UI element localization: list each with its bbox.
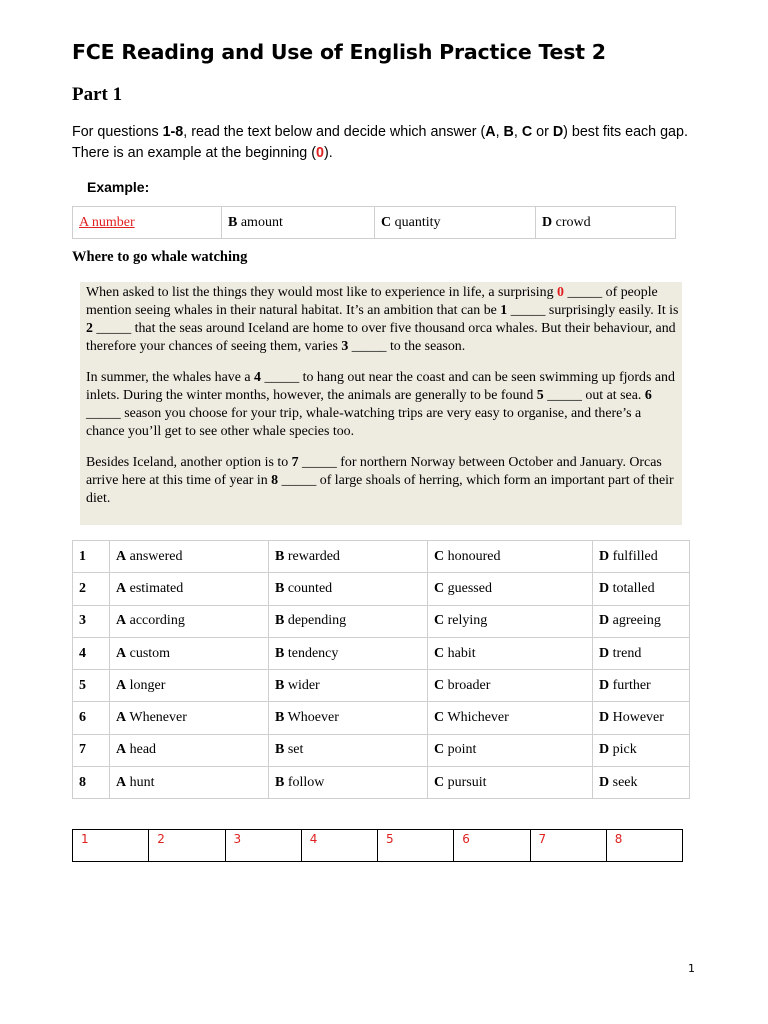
gap-number: 0 [557, 285, 564, 300]
example-option-cell: B amount [222, 207, 375, 239]
option-a-cell: A custom [110, 637, 269, 669]
option-a-cell: A longer [110, 670, 269, 702]
option-a-cell: A according [110, 605, 269, 637]
example-option-cell: D crowd [536, 207, 676, 239]
answer-box[interactable]: 1 [73, 830, 149, 862]
reading-passage [80, 282, 682, 525]
option-b-cell: B Whoever [269, 702, 428, 734]
option-a-cell: A hunt [110, 767, 269, 799]
option-d-cell: D fulfilled [593, 541, 690, 573]
options-table [72, 540, 690, 799]
page-number: 1 [688, 962, 695, 975]
answer-box[interactable]: 6 [454, 830, 530, 862]
document-title: FCE Reading and Use of English Practice Test 2 [72, 40, 606, 64]
option-d-cell: D seek [593, 767, 690, 799]
option-b-cell: B wider [269, 670, 428, 702]
option-d-cell: D trend [593, 637, 690, 669]
option-c-cell: C relying [428, 605, 593, 637]
answer-box[interactable]: 5 [378, 830, 454, 862]
table-row [73, 767, 690, 799]
table-row [73, 207, 676, 239]
gap-number: 2 [86, 321, 93, 336]
option-c-cell: C habit [428, 637, 593, 669]
passage-paragraph: Besides Iceland, another option is to 7 _____ for northern Norway between October and January. Orcas arrive here at this time of year in 8 _____ of large shoals of herring, which form an important part of their diet. [86, 455, 674, 506]
option-d-cell: D totalled [593, 573, 690, 605]
answer-box[interactable]: 4 [301, 830, 377, 862]
answer-box[interactable]: 2 [149, 830, 225, 862]
example-answer-cell: A number [73, 207, 222, 239]
table-row [73, 734, 690, 766]
answer-box[interactable]: 7 [530, 830, 606, 862]
question-number: 6 [73, 702, 110, 734]
answer-grid [72, 829, 683, 862]
option-a-cell: A estimated [110, 573, 269, 605]
option-d-cell: D agreeing [593, 605, 690, 637]
option-d-cell: D However [593, 702, 690, 734]
option-b-cell: B depending [269, 605, 428, 637]
gap-number: 4 [254, 370, 261, 385]
question-number: 4 [73, 637, 110, 669]
table-row [73, 830, 683, 862]
option-b-cell: B follow [269, 767, 428, 799]
passage-paragraph: In summer, the whales have a 4 _____ to hang out near the coast and can be seen swimming up fjords and inlets. During the winter months, however, the animals are generally to be found 5 _____ out at sea. 6 _____ season you choose for your trip, whale-watching trips are very easy to organise, and there’s a chance you’ll get to see other whale species too. [86, 370, 675, 439]
option-a-cell: A head [110, 734, 269, 766]
option-c-cell: C guessed [428, 573, 593, 605]
option-b-cell: B rewarded [269, 541, 428, 573]
question-number: 1 [73, 541, 110, 573]
option-d-cell: D further [593, 670, 690, 702]
option-c-cell: C Whichever [428, 702, 593, 734]
question-number: 7 [73, 734, 110, 766]
example-option-cell: C quantity [375, 207, 536, 239]
option-a-cell: A Whenever [110, 702, 269, 734]
option-c-cell: C broader [428, 670, 593, 702]
answer-box[interactable]: 3 [225, 830, 301, 862]
table-row [73, 702, 690, 734]
table-row [73, 605, 690, 637]
table-row [73, 670, 690, 702]
option-a-cell: A answered [110, 541, 269, 573]
gap-number: 3 [341, 339, 349, 354]
answer-box[interactable]: 8 [606, 830, 682, 862]
option-c-cell: C honoured [428, 541, 593, 573]
gap-number: 6 [644, 388, 652, 403]
table-row [73, 637, 690, 669]
option-c-cell: C point [428, 734, 593, 766]
question-number: 5 [73, 670, 110, 702]
example-table [72, 206, 676, 239]
gap-number: 5 [536, 388, 544, 403]
passage-paragraph: When asked to list the things they would most like to experience in life, a surprising 0 _____ of people mention seeing whales in their natural habitat. It’s an ambition that can be 1 _____ surprisingly easily. It is 2 _____ that the seas around Iceland are home to over five thousand orca whales. But their behaviour, and therefore your chances of seeing them, varies 3 _____ to the season. [86, 285, 679, 354]
gap-number: 7 [291, 455, 299, 470]
gap-number: 8 [271, 473, 279, 488]
question-number: 8 [73, 767, 110, 799]
option-b-cell: B tendency [269, 637, 428, 669]
table-row [73, 541, 690, 573]
option-c-cell: C pursuit [428, 767, 593, 799]
question-number: 2 [73, 573, 110, 605]
section-heading: Where to go whale watching [72, 249, 248, 265]
question-number: 3 [73, 605, 110, 637]
instructions: For questions 1-8, read the text below and decide which answer (A, B, C or D) best fits each gap. There is an example at the beginning (0). [72, 124, 688, 161]
option-d-cell: D pick [593, 734, 690, 766]
table-row [73, 573, 690, 605]
option-b-cell: B set [269, 734, 428, 766]
gap-number: 1 [500, 303, 508, 318]
part-title: Part 1 [72, 84, 123, 105]
example-label: Example: [87, 179, 150, 195]
option-b-cell: B counted [269, 573, 428, 605]
